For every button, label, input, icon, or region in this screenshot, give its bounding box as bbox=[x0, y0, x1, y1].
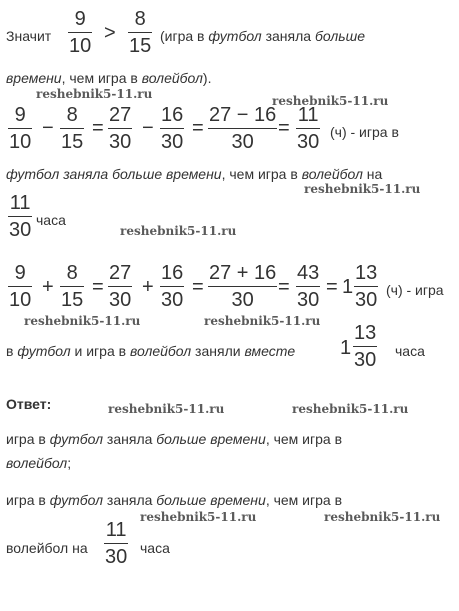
text-fragment: игра в bbox=[6, 492, 50, 508]
denominator: 10 bbox=[9, 131, 32, 153]
numerator: 16 bbox=[161, 104, 184, 126]
text-fragment: и игра в bbox=[70, 343, 130, 359]
denominator: 30 bbox=[355, 289, 378, 311]
fraction-8-15 bbox=[60, 104, 84, 153]
text-football: футбол bbox=[208, 28, 262, 44]
fraction-16-30 bbox=[160, 262, 184, 311]
denominator: 30 bbox=[231, 289, 254, 311]
denominator: 30 bbox=[297, 131, 320, 153]
whole-part: 1 bbox=[342, 276, 354, 298]
fraction-sum bbox=[208, 262, 277, 311]
text-fragment: ; bbox=[67, 455, 72, 471]
fraction-8-15 bbox=[128, 8, 152, 57]
numerator: 11 bbox=[105, 519, 127, 541]
intro-text: Значит bbox=[6, 28, 52, 44]
fraction-13-30 bbox=[353, 322, 377, 371]
denominator: 30 bbox=[105, 546, 128, 568]
numerator: 11 bbox=[297, 104, 319, 126]
fraction-bar bbox=[104, 543, 128, 544]
fraction-difference bbox=[208, 104, 277, 153]
text-volleyball: волейбол bbox=[141, 70, 203, 86]
fraction-bar bbox=[60, 128, 84, 129]
fraction-bar bbox=[208, 286, 277, 287]
text-fragment: , чем игра в bbox=[221, 166, 302, 182]
numerator: 27 − 16 bbox=[209, 104, 277, 126]
denominator: 30 bbox=[354, 349, 377, 371]
fraction-bar bbox=[160, 286, 184, 287]
denominator: 15 bbox=[61, 289, 84, 311]
text-football: футбол bbox=[17, 343, 71, 359]
watermark: reshebnik5-11.ru bbox=[140, 510, 257, 524]
numerator: 27 bbox=[109, 104, 132, 126]
text-fragment: заняла bbox=[261, 28, 315, 44]
plus-sign: + bbox=[42, 276, 54, 298]
eq2-explanation bbox=[6, 343, 295, 359]
fraction-bar bbox=[60, 286, 84, 287]
equals-sign: = bbox=[278, 117, 290, 139]
fraction-bar bbox=[108, 286, 132, 287]
minus-sign: − bbox=[142, 117, 154, 139]
fraction-bar bbox=[8, 216, 32, 217]
text-volleyball: волейбол bbox=[301, 166, 363, 182]
denominator: 15 bbox=[61, 131, 84, 153]
fraction-13-30 bbox=[354, 262, 378, 311]
fraction-8-15 bbox=[60, 262, 84, 311]
text-fragment: на bbox=[362, 166, 383, 182]
equals-sign: = bbox=[192, 276, 204, 298]
fraction-27-30 bbox=[108, 262, 132, 311]
fraction-11-30 bbox=[296, 104, 320, 153]
denominator: 15 bbox=[129, 35, 152, 57]
numerator: 11 bbox=[9, 192, 31, 214]
numerator: 8 bbox=[66, 262, 78, 284]
greater-than-sign: > bbox=[104, 22, 116, 44]
fraction-11-30 bbox=[8, 192, 32, 241]
denominator: 30 bbox=[231, 131, 254, 153]
numerator: 43 bbox=[297, 262, 320, 284]
minus-sign: − bbox=[42, 117, 54, 139]
watermark: reshebnik5-11.ru bbox=[108, 402, 225, 416]
text-football: футбол bbox=[49, 431, 104, 447]
text-fragment: (игра в bbox=[160, 28, 209, 44]
watermark: reshebnik5-11.ru bbox=[36, 87, 153, 101]
fraction-43-30 bbox=[296, 262, 320, 311]
comparison-explanation-cont bbox=[6, 70, 211, 86]
denominator: 30 bbox=[161, 131, 184, 153]
answer-part2-line1 bbox=[6, 492, 342, 508]
text-fragment: заняли bbox=[191, 343, 245, 359]
text-fragment: , чем игра в bbox=[265, 492, 343, 508]
watermark: reshebnik5-11.ru bbox=[304, 182, 421, 196]
equals-sign: = bbox=[326, 276, 338, 298]
text-more-time: больше времени bbox=[156, 431, 266, 447]
text-volleyball: волейбол bbox=[129, 343, 192, 359]
numerator: 27 + 16 bbox=[209, 262, 277, 284]
fraction-bar bbox=[296, 286, 320, 287]
numerator: 9 bbox=[74, 8, 86, 30]
denominator: 30 bbox=[297, 289, 320, 311]
eq1-tail: (ч) - игра в bbox=[330, 124, 399, 140]
denominator: 30 bbox=[109, 289, 132, 311]
watermark: reshebnik5-11.ru bbox=[272, 94, 389, 108]
fraction-9-10 bbox=[8, 262, 32, 311]
equals-sign: = bbox=[192, 117, 204, 139]
eq1-explanation bbox=[6, 166, 382, 182]
eq2-tail: (ч) - игра bbox=[386, 282, 444, 298]
watermark: reshebnik5-11.ru bbox=[292, 402, 409, 416]
denominator: 30 bbox=[9, 219, 32, 241]
fraction-bar bbox=[160, 128, 184, 129]
text-fragment: ). bbox=[202, 70, 212, 86]
fraction-bar bbox=[68, 32, 92, 33]
watermark: reshebnik5-11.ru bbox=[204, 314, 321, 328]
comparison-explanation bbox=[160, 28, 365, 44]
fraction-bar bbox=[108, 128, 132, 129]
fraction-bar bbox=[353, 346, 377, 347]
watermark: reshebnik5-11.ru bbox=[324, 510, 441, 524]
text-fragment: заняла bbox=[103, 492, 157, 508]
text-football: футбол bbox=[49, 492, 104, 508]
numerator: 13 bbox=[354, 322, 377, 344]
numerator: 9 bbox=[14, 262, 26, 284]
text-football-more-time: футбол заняла больше времени bbox=[6, 166, 222, 182]
fraction-16-30 bbox=[160, 104, 184, 153]
numerator: 27 bbox=[109, 262, 132, 284]
text-more-time: больше времени bbox=[156, 492, 266, 508]
denominator: 30 bbox=[161, 289, 184, 311]
fraction-bar bbox=[128, 32, 152, 33]
equals-sign: = bbox=[92, 117, 104, 139]
fraction-bar bbox=[296, 128, 320, 129]
numerator: 9 bbox=[14, 104, 26, 126]
watermark: reshebnik5-11.ru bbox=[120, 224, 237, 238]
text-volleyball: волейбол bbox=[6, 455, 68, 471]
numerator: 8 bbox=[66, 104, 78, 126]
text-time: времени bbox=[6, 70, 62, 86]
watermark: reshebnik5-11.ru bbox=[24, 314, 141, 328]
text-more: больше bbox=[314, 28, 365, 44]
answer-label: Ответ: bbox=[6, 396, 52, 412]
equals-sign: = bbox=[278, 276, 290, 298]
unit-hours: часа bbox=[395, 343, 425, 359]
answer-part1-line2 bbox=[6, 455, 71, 471]
text-fragment: , чем игра в bbox=[61, 70, 142, 86]
numerator: 13 bbox=[355, 262, 378, 284]
answer-part1-line1 bbox=[6, 431, 342, 447]
numerator: 16 bbox=[161, 262, 184, 284]
numerator: 8 bbox=[134, 8, 146, 30]
answer-part2-line2: волейбол на bbox=[6, 540, 88, 556]
fraction-9-10 bbox=[8, 104, 32, 153]
whole-part: 1 bbox=[340, 337, 352, 359]
text-fragment: заняла bbox=[103, 431, 157, 447]
equals-sign: = bbox=[92, 276, 104, 298]
unit-hours: часа bbox=[36, 212, 66, 228]
text-together: вместе bbox=[244, 343, 296, 359]
denominator: 10 bbox=[9, 289, 32, 311]
denominator: 30 bbox=[109, 131, 132, 153]
fraction-9-10 bbox=[68, 8, 92, 57]
fraction-27-30 bbox=[108, 104, 132, 153]
fraction-bar bbox=[354, 286, 378, 287]
fraction-11-30 bbox=[104, 519, 128, 568]
fraction-bar bbox=[8, 286, 32, 287]
text-fragment: игра в bbox=[6, 431, 50, 447]
unit-hours: часа bbox=[140, 540, 170, 556]
fraction-bar bbox=[208, 128, 277, 129]
fraction-bar bbox=[8, 128, 32, 129]
text-fragment: , чем игра в bbox=[265, 431, 343, 447]
denominator: 10 bbox=[69, 35, 92, 57]
text-fragment: в bbox=[6, 343, 18, 359]
plus-sign: + bbox=[142, 276, 154, 298]
